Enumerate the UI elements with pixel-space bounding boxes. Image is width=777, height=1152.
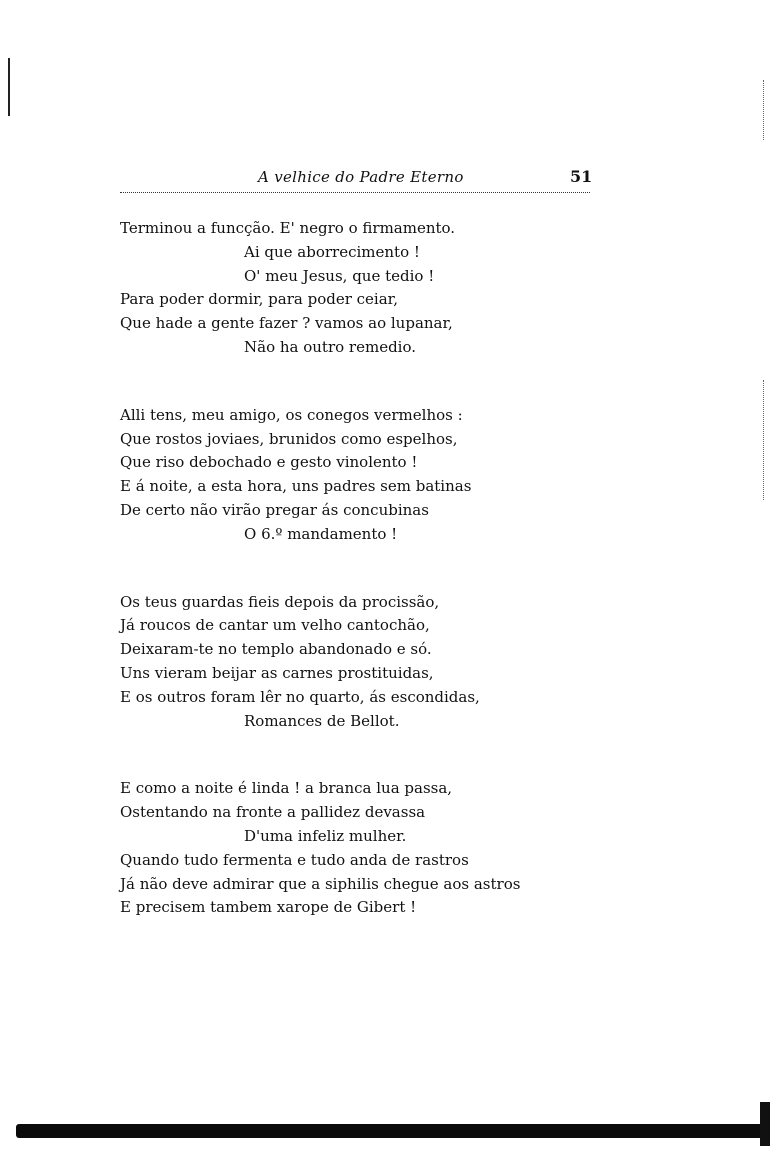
verse-line: Que rostos joviaes, brunidos como espelhos, bbox=[120, 429, 458, 448]
verse-line: O' meu Jesus, que tedio ! bbox=[244, 266, 435, 285]
verse-line: E á noite, a esta hora, uns padres sem batinas bbox=[120, 477, 472, 496]
verse-line: Ostentando na fronte a pallidez devassa bbox=[120, 803, 426, 822]
verse-line: Quando tudo fermenta e tudo anda de rastros bbox=[120, 850, 469, 869]
stanza bbox=[120, 591, 680, 734]
verse-line: E os outros foram lêr no quarto, ás escondidas, bbox=[120, 687, 480, 706]
page-header bbox=[0, 164, 777, 194]
verse-line: Alli tens, meu amigo, os conegos vermelhos : bbox=[120, 405, 463, 424]
verse-line: Romances de Bellot. bbox=[244, 711, 400, 730]
stanza bbox=[120, 217, 680, 360]
scan-edge-dots bbox=[763, 80, 765, 140]
verse-line: Uns vieram beijar as carnes prostituidas, bbox=[120, 663, 434, 682]
verse-line: Que hade a gente fazer ? vamos ao lupanar, bbox=[120, 314, 453, 333]
verse-line: Que riso debochado e gesto vinolento ! bbox=[120, 453, 418, 472]
page-number: 51 bbox=[570, 167, 593, 186]
header-rule bbox=[120, 192, 590, 193]
verse-line: Já roucos de cantar um velho cantochão, bbox=[120, 616, 430, 635]
running-title: A velhice do Padre Eterno bbox=[258, 168, 464, 186]
stanza bbox=[120, 404, 680, 547]
page-bottom-edge bbox=[16, 1124, 764, 1138]
scan-edge-dots bbox=[763, 380, 765, 500]
verse-line: Deixaram-te no templo abandonado e só. bbox=[120, 640, 432, 659]
page-corner-edge bbox=[760, 1102, 770, 1146]
verse-line: Já não deve admirar que a siphilis chegue aos astros bbox=[120, 874, 521, 893]
verse-line: De certo não virão pregar ás concubinas bbox=[120, 500, 429, 519]
verse-line: E precisem tambem xarope de Gibert ! bbox=[120, 898, 417, 917]
verse-line: Não ha outro remedio. bbox=[244, 337, 417, 356]
poem-body bbox=[120, 217, 680, 964]
verse-line: O 6.º mandamento ! bbox=[244, 524, 398, 543]
verse-line: Terminou a funcção. E' negro o firmamento. bbox=[120, 219, 456, 237]
verse-line: D'uma infeliz mulher. bbox=[244, 826, 407, 845]
scan-margin-mark bbox=[8, 58, 10, 116]
verse-line: Ai que aborrecimento ! bbox=[244, 242, 420, 261]
verse-line: Para poder dormir, para poder ceiar, bbox=[120, 290, 398, 309]
verse-line: E como a noite é linda ! a branca lua passa, bbox=[120, 779, 453, 798]
verse-line: Os teus guardas fieis depois da procissão, bbox=[120, 592, 440, 611]
stanza bbox=[120, 777, 680, 920]
